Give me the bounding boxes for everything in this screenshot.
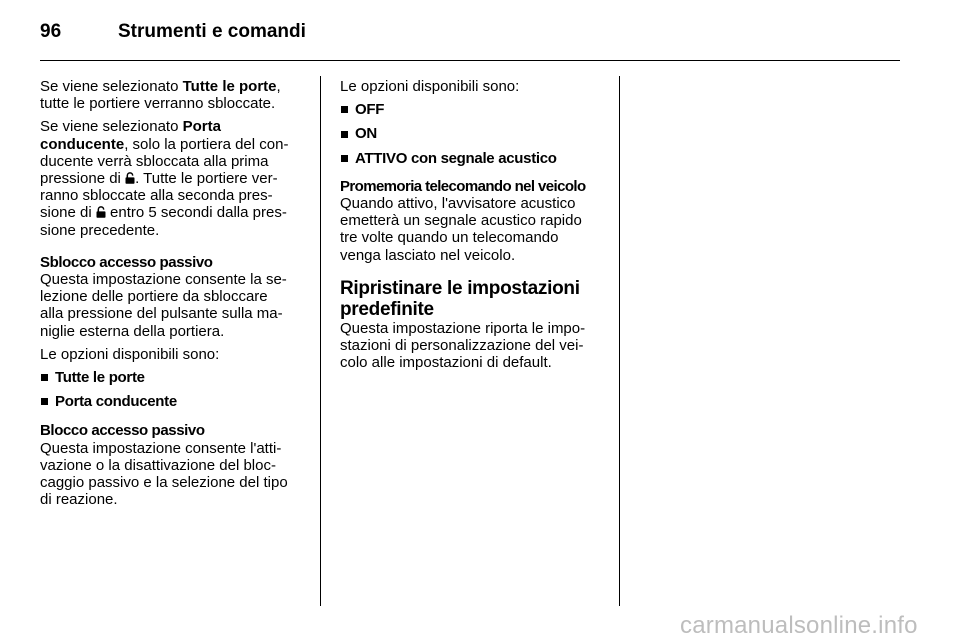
bullet-square-icon: [341, 155, 348, 162]
page-title: Strumenti e comandi: [118, 21, 306, 42]
option-ref: Tutte le porte: [182, 78, 277, 95]
list-item: OFF: [340, 101, 604, 118]
list-item: ON: [340, 125, 604, 142]
list-item: Porta conducente: [40, 393, 308, 410]
left-column: [40, 78, 308, 514]
header-divider: [40, 60, 900, 61]
paragraph-all-doors: Se viene selezionato Tutte le porte, tutte le portiere verranno sbloccate.: [40, 78, 281, 113]
bullet-square-icon: [41, 374, 48, 381]
section-passive-unlock: Sblocco accesso passivo Questa impostazione consente la se- lezione delle portiere da sbloccare alla pressione del pulsante sulla ma- niglie esterna della portiera.: [40, 253, 287, 340]
section-restore-defaults: Questa impostazione riporta le impo- stazioni di personalizzazione del vei- colo alle impostazioni di default.: [340, 319, 586, 372]
page-header: [40, 18, 900, 60]
section-title: Blocco accesso passivo: [40, 422, 205, 440]
column-divider-1: [320, 76, 321, 606]
list-item: Tutte le porte: [40, 369, 308, 386]
options-intro: Le opzioni disponibili sono:: [340, 78, 520, 95]
section-title: Sblocco accesso passivo: [40, 253, 213, 271]
section-title: Promemoria telecomando nel veicolo: [340, 177, 586, 195]
bullet-square-icon: [41, 398, 48, 405]
bullet-square-icon: [341, 131, 348, 138]
list-item: ATTIVO con segnale acustico: [340, 150, 604, 167]
section-heading: Ripristinare le impostazioni predefinite: [340, 277, 580, 320]
options-list: [40, 369, 308, 410]
paragraph-driver-door: Se viene selezionato Porta conducente, solo la portiera del con- ducente verrà sbloccata alla prima pressione di . Tutte le portiere ver- ranno sbloccate alla seconda pres- sione di entro 5 secondi dalla pres- sione precedente.: [40, 118, 289, 239]
right-column: [340, 78, 604, 377]
unlock-icon: [125, 172, 135, 184]
options-list: [340, 101, 604, 167]
bullet-square-icon: [341, 106, 348, 113]
unlock-icon: [96, 206, 106, 218]
column-divider-2: [619, 76, 620, 606]
section-passive-lock: Blocco accesso passivo Questa impostazione consente l'atti- vazione o la disattivazione del bloc- caggio passivo e la selezione del tipo di reazione.: [40, 422, 288, 509]
section-remote-reminder: Promemoria telecomando nel veicolo Quando attivo, l'avvisatore acustico emetterà un segnale acustico rapido tre volte quando un telecomando venga lasciato nel veicolo.: [340, 177, 586, 264]
watermark: carmanualsonline.info: [680, 612, 918, 639]
page-number: 96: [40, 21, 62, 42]
options-intro: Le opzioni disponibili sono:: [40, 345, 220, 363]
